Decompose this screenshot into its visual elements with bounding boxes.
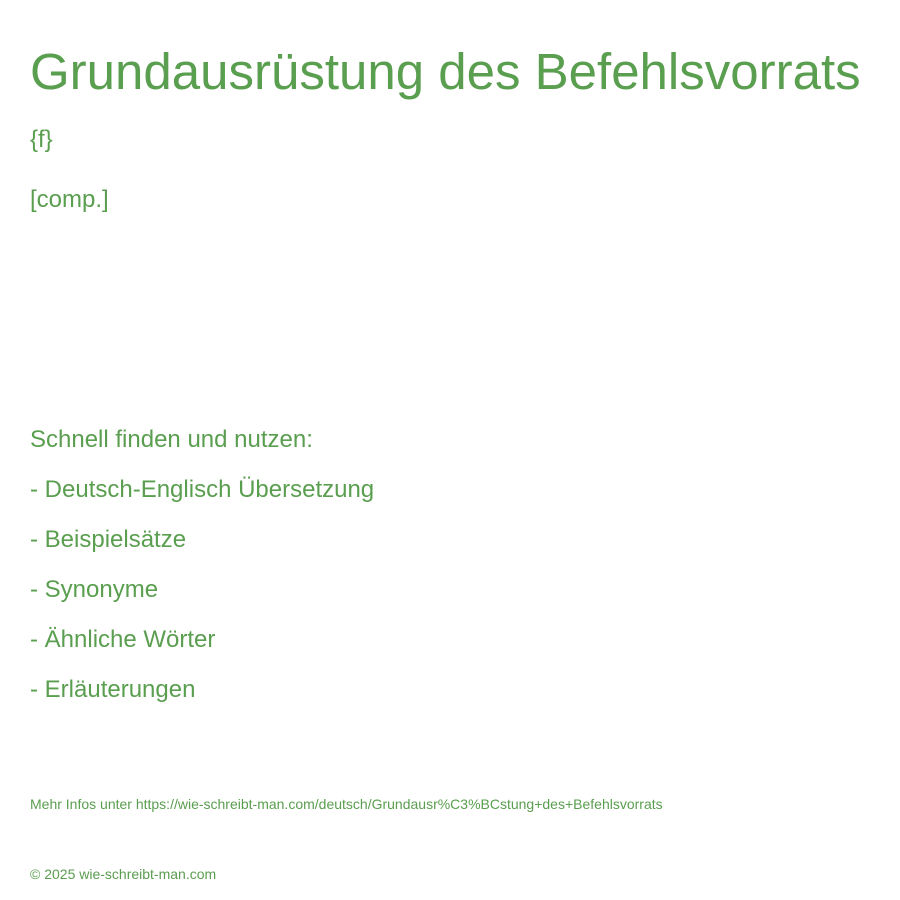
feature-list: [30, 425, 374, 725]
feature-item-example-sentences: - Beispielsätze: [30, 526, 187, 553]
domain-label: [comp.]: [30, 186, 109, 213]
feature-item-explanations: - Erläuterungen: [30, 676, 196, 703]
feature-item-translation: - Deutsch-Englisch Übersetzung: [30, 476, 375, 503]
more-info-text: Mehr Infos unter https://wie-schreibt-man.com/deutsch/Grundausr%C3%BCstung+des+Befehlsvorrats: [30, 796, 663, 812]
copyright-text: © 2025 wie-schreibt-man.com: [30, 866, 217, 882]
feature-list-heading: Schnell finden und nutzen:: [30, 426, 313, 453]
page-title: Grundausrüstung des Befehlsvorrats: [30, 43, 861, 100]
gender-label: {f}: [30, 126, 53, 153]
feature-item-synonyms: - Synonyme: [30, 576, 159, 603]
feature-item-similar-words: - Ähnliche Wörter: [30, 626, 216, 653]
